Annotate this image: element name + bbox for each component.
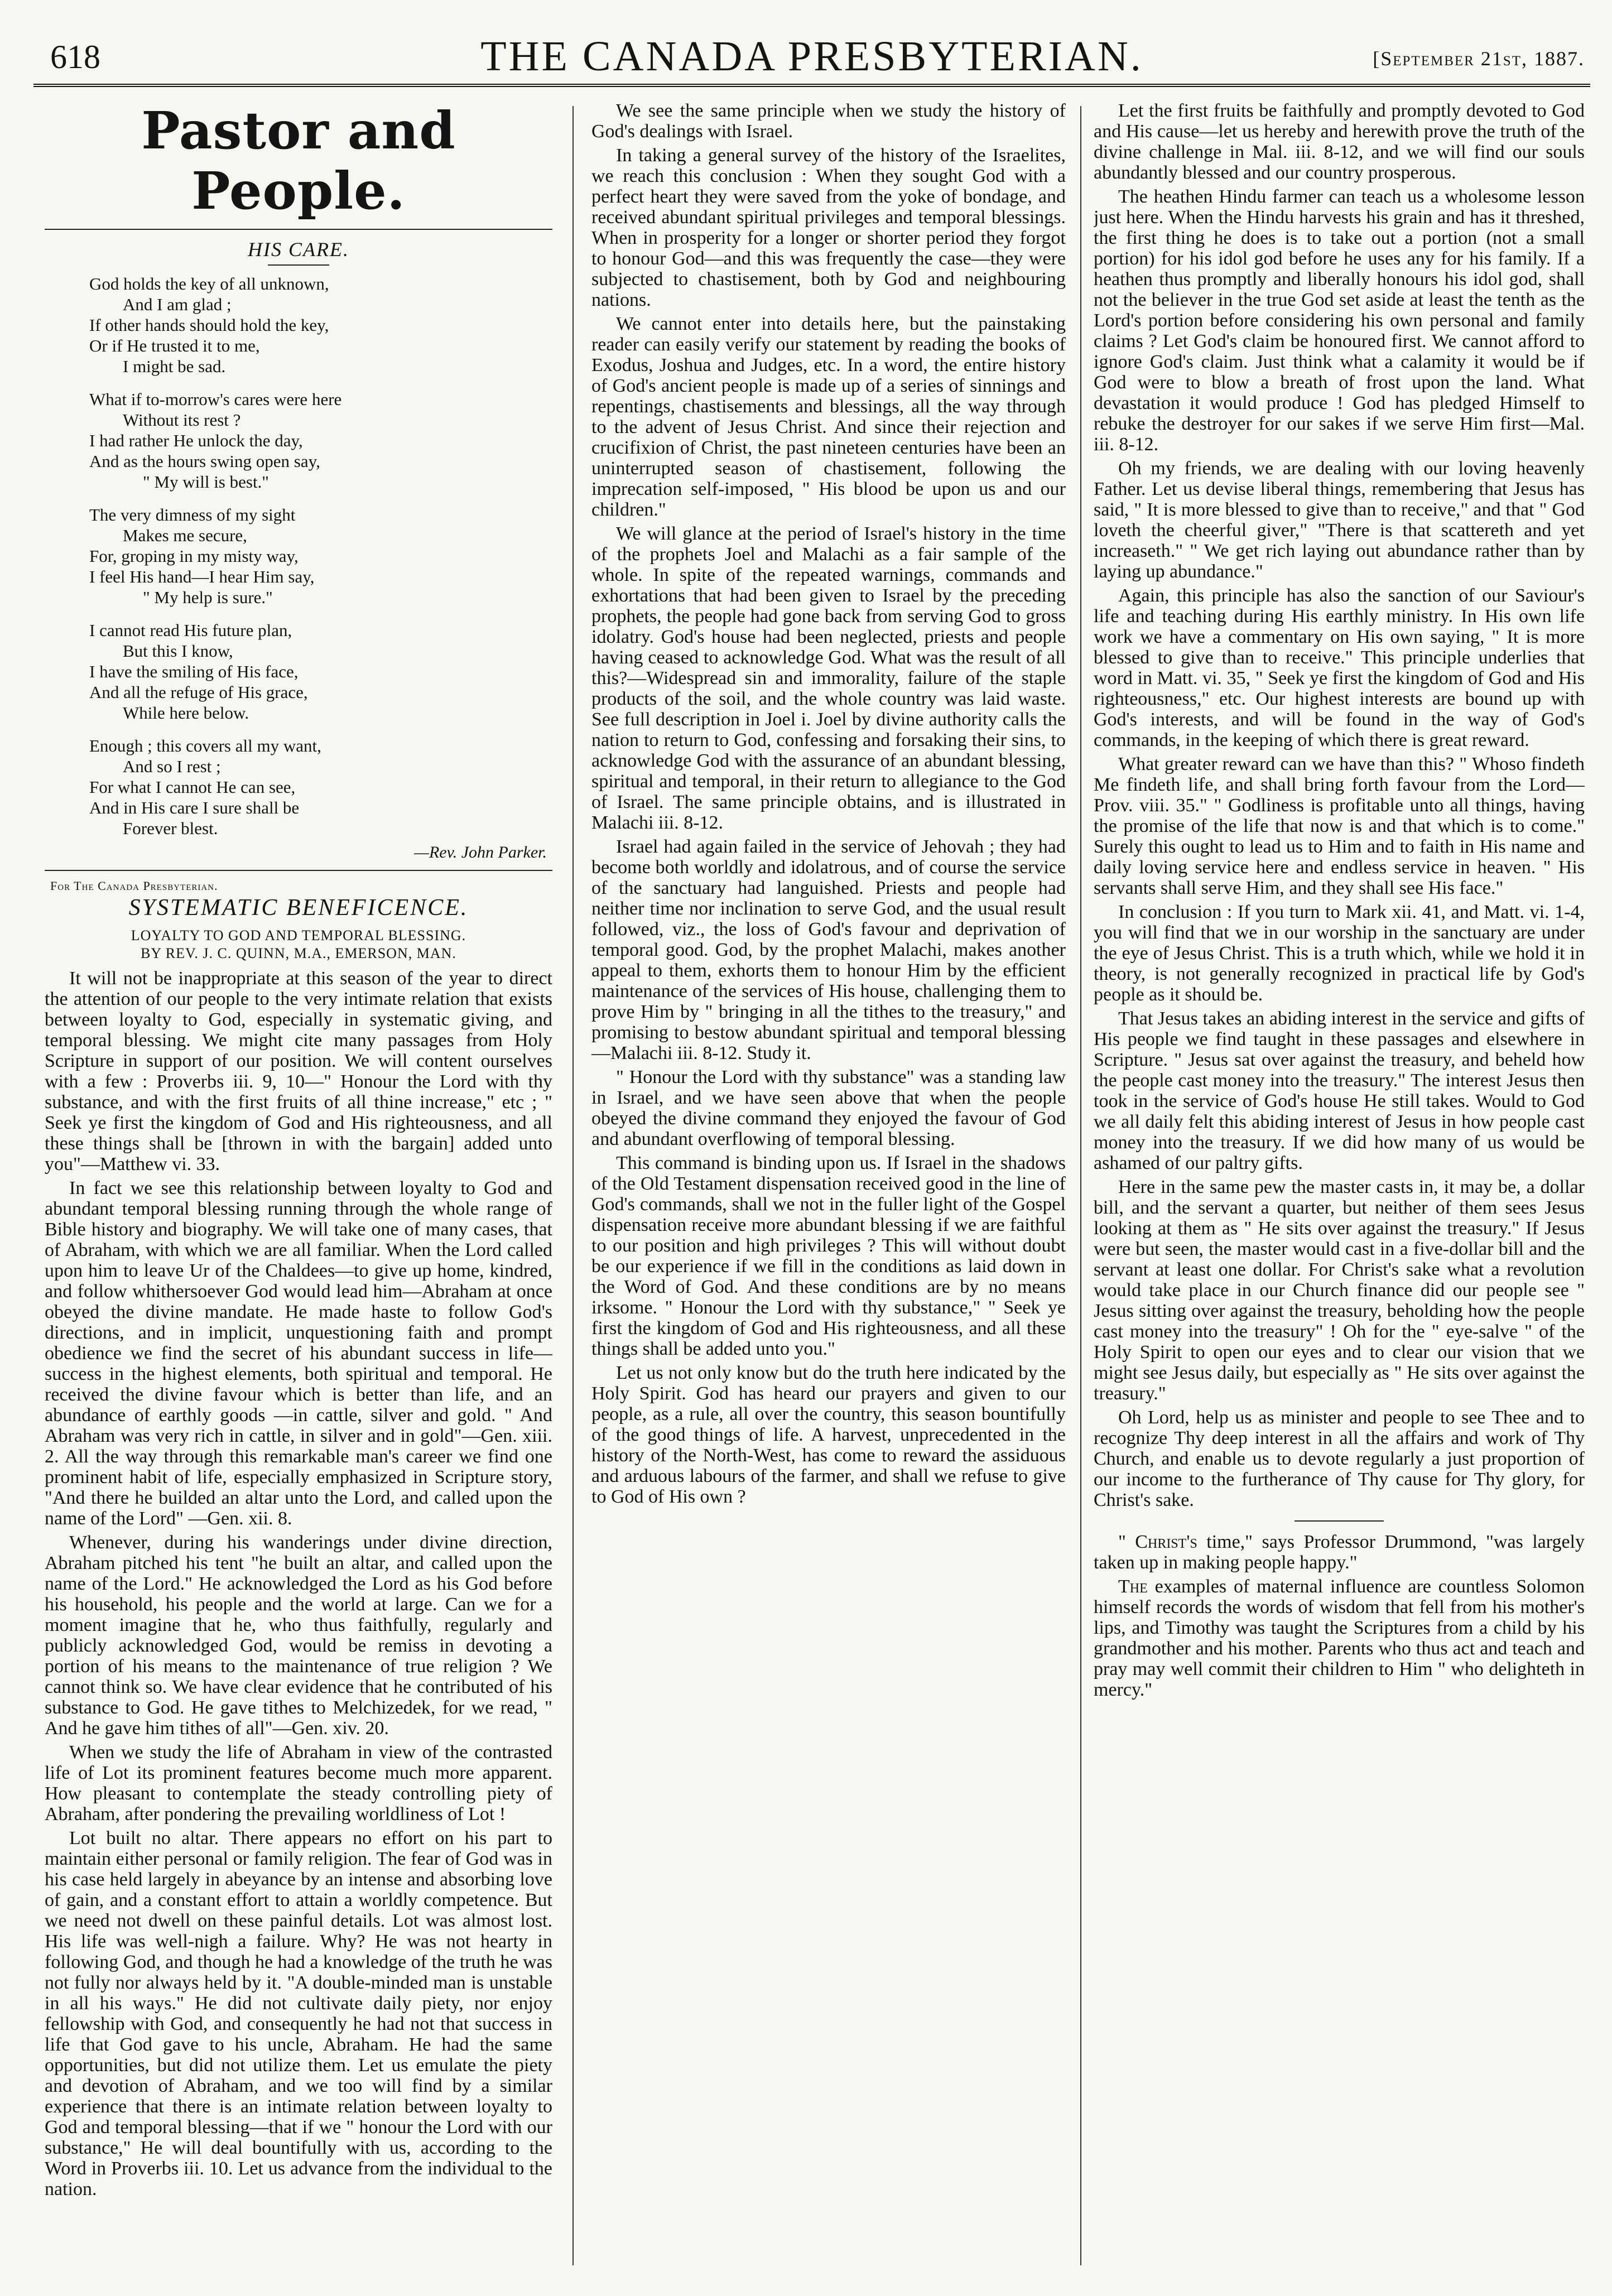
article-source-line: For The Canada Presbyterian.	[50, 879, 218, 893]
article-paragraph: Let the first fruits be faithfully and promptly devoted to God and His cause—let us hereby and herewith prove the truth of the divine challenge in Mal. iii. 8-12, and we will find our souls abundantly blessed and our country prosperous.	[1094, 100, 1585, 183]
article-subtitle: LOYALTY TO GOD AND TEMPORAL BLESSING.	[131, 927, 466, 944]
newspaper-page	[33, 22, 1590, 2276]
article-paragraph: In taking a general survey of the history of the Israelites, we reach this conclusion : When they sought God with a perfect heart they were saved from the yoke of bondage, and received abundant spiritual privileges and temporal blessings. When in prosperity for a longer or shorter period they forgot to honour God—and this was frequently the case—they were subjected to chastisement, both by God and neighbouring nations.	[591, 145, 1066, 310]
article-paragraph: We cannot enter into details here, but the painstaking reader can easily verify our statement by reading the books of Exodus, Joshua and Judges, etc. In a word, the entire history of God's ancient people is made up of a series of sinnings and repentings, chastisements and blessings, all the way through to the advent of Jesus Christ. And since their rejection and crucifixion of Christ, the past nineteen centuries have been an uninterrupted season of chastisement, following the imprecation self-imposed, " His blood be upon us and our children."	[591, 314, 1066, 520]
poem-line: " My will is best."	[143, 472, 269, 492]
poem-line: I cannot read His future plan,	[89, 620, 292, 640]
article-paragraph: This command is binding upon us. If Israel in the shadows of the Old Testament dispensation received good in the line of God's commands, shall we not in the fuller light of the Gospel dispensation receive more abundant blessing if we are faithful to our position and high privileges ? This will without doubt be our experience if we fill in the conditions as laid down in the Word of God. And these conditions are by no means irksome. " Honour the Lord with thy substance," " Seek ye first the kingdom of God and His righteousness, and all these things shall be added unto you."	[591, 1153, 1066, 1359]
poem-line: What if to-morrow's cares were here	[89, 389, 342, 409]
article-paragraph: The heathen Hindu farmer can teach us a wholesome lesson just here. When the Hindu harvests his grain and has it threshed, the first thing he does is to take out a portion (not a small portion) for his idol god before he uses any for his family. If a heathen thus promptly and liberally honours his idol god, shall not the believer in the true God set aside at least the tenth as the Lord's portion before considering his own personal and family claims ? Let God's claim be honoured first. We cannot afford to ignore God's claim. Just think what a calamity it would be if God were to blow a breath of frost upon the land. What devastation it would produce ! God has pledged Himself to rebuke the destroyer for our sakes if we serve Him first—Mal. iii. 8-12.	[1094, 186, 1585, 455]
article-paragraph: We will glance at the period of Israel's history in the time of the prophets Joel and Malachi as a fair sample of the whole. In spite of the repeated warnings, commands and exhortations that had been given to Israel by the preceding prophets, the people had gone back from serving God to gross idolatry. God's house had been neglected, priests and people having ceased to acknowledge God. What was the result of all this?—Widespread sin and immorality, failure of the staple products of the soil, and the whole country was laid waste. See full description in Joel i. Joel by divine authority calls the nation to return to God, confessing and forsaking their sins, to acknowledge God with the assurance of an abundant blessing, spiritual and temporal, in their return to allegiance to the God of Israel. The same principle obtains, and is illustrated in Malachi iii. 8-12.	[591, 523, 1066, 833]
article-paragraph: That Jesus takes an abiding interest in the service and gifts of His people we find taught in these passages and elsewhere in Scripture. " Jesus sat over against the treasury, and beheld how the people cast money into the treasury." The interest Jesus then took in the service of God's house He still takes. Would to God we all daily felt this abiding interest of Jesus in how people cast money into the treasury. If we did how many of us would be ashamed of our paltry gifts.	[1094, 1008, 1585, 1173]
article-paragraph: Oh Lord, help us as minister and people to see Thee and to recognize Thy deep interest in all the affairs and work of Thy Church, and enable us to devote regularly a just proportion of our income to the furtherance of Thy cause for Thy glory, for Christ's sake.	[1094, 1407, 1585, 1510]
note-lead: " Christ's	[1118, 1532, 1197, 1552]
page-number: 618	[50, 38, 100, 75]
divider	[1295, 1520, 1384, 1522]
issue-date: [September 21st, 1887.	[1373, 47, 1585, 70]
department-heading: Pastor and People.	[141, 100, 456, 221]
poem-line: And so I rest ;	[123, 757, 221, 776]
column-rule	[572, 106, 574, 2265]
poem-line: Makes me secure,	[123, 526, 247, 545]
article-paragraph: Again, this principle has also the sanction of our Saviour's life and teaching during His earthly ministry. In His own life work we have a commentary on His own saying, " It is more blessed to give than to receive." This principle underlies that word in Matt. vi. 35, " Seek ye first the kingdom of God and His righteousness," etc. Our highest interests are bound up with God's interests, and will be found in the way of God's commands, in the keeping of which there is great reward.	[1094, 585, 1585, 750]
poem-line: Or if He trusted it to me,	[89, 336, 260, 355]
article-title: SYSTEMATIC BENEFICENCE.	[128, 895, 469, 921]
divider	[45, 870, 552, 871]
poem-stanza	[89, 735, 552, 839]
poem-title: HIS CARE.	[248, 238, 349, 261]
poem-line: And I am glad ;	[123, 295, 232, 314]
poem-line: While here below.	[123, 703, 249, 723]
divider	[268, 264, 329, 266]
poem-line: Without its rest ?	[123, 410, 241, 430]
column-3	[1094, 100, 1585, 2271]
article-paragraph: In fact we see this relationship between loyalty to God and abundant temporal blessing running through the whole range of Bible history and biography. We will take one of many cases, that of Abraham, with which we are all familiar. When the Lord called upon him to leave Ur of the Chaldees—to give up home, kindred, and follow whithersoever God would lead him—Abraham at once obeyed the divine mandate. He made haste to follow God's directions, and in implicit, unquestioning faith and prompt obedience we find the secret of his abundant success in life—success in the highest elements, both spiritual and temporal. He received the divine favour which is better than life, and an abundance of earthly goods —in cattle, silver and gold. " And Abraham was very rich in cattle, in silver and in gold"—Gen. xiii. 2. All the way through this remarkable man's career we find one prominent habit of life, especially emphasized in Scripture story, "And there he builded an altar unto the Lord, and called upon the name of the Lord" —Gen. xii. 8.	[45, 1178, 552, 1529]
column-rule	[1080, 106, 1081, 2265]
column-2	[591, 100, 1066, 2271]
divider	[45, 229, 552, 230]
poem-line: " My help is sure."	[143, 588, 273, 607]
poem-line: And as the hours swing open say,	[89, 451, 320, 471]
note-paragraph	[1094, 1532, 1585, 1573]
poem-line: For, groping in my misty way,	[89, 546, 299, 566]
poem-line: Forever blest.	[123, 819, 218, 838]
masthead	[33, 22, 1590, 87]
article-paragraph: When we study the life of Abraham in view of the contrasted life of Lot its prominent features become much more apparent. How pleasant to contemplate the steady controlling piety of Abraham, after pondering the prevailing worldliness of Lot !	[45, 1742, 552, 1825]
article-paragraph: What greater reward can we have than this? " Whoso findeth Me findeth life, and shall bring forth favour from the Lord—Prov. viii. 35." " Godliness is profitable unto all things, having the promise of the life that now is and that which is to come." Surely this ought to lead us to Him and to faith in His name and daily loving service here and endless service in heaven. " His servants shall serve Him, and they shall see His face."	[1094, 754, 1585, 898]
poem-line: If other hands should hold the key,	[89, 315, 329, 335]
article-paragraph: Oh my friends, we are dealing with our loving heavenly Father. Let us devise liberal things, remembering that Jesus has said, " It is more blessed to give than to receive," and that " God loveth the cheerful giver," "There is that scattereth and yet increaseth." " We get rich laying out abundance rather than by laying up abundance."	[1094, 458, 1585, 582]
poem-line: I have the smiling of His face,	[89, 662, 299, 681]
article-paragraph: It will not be inappropriate at this season of the year to direct the attention of our people to the very intimate relation that exists between loyalty to God, especially in systematic giving, and temporal blessing. We might cite many passages from Holy Scripture in support of our position. We will content ourselves with a few : Proverbs iii. 9, 10—" Honour the Lord with thy substance, and with the first fruits of all thine increase," etc ; " Seek ye first the kingdom of God and His righteousness, and all these things shall be [thrown in with the bargain] added unto you"—Matthew vi. 33.	[45, 968, 552, 1175]
publication-title: THE CANADA PRESBYTERIAN.	[480, 33, 1143, 80]
article-paragraph: In conclusion : If you turn to Mark xii. 41, and Matt. vi. 1-4, you will find that we in our worship in the sanctuary are under the eye of Jesus Christ. This is a truth which, while we hold it in theory, is not generally recognized in practical life by God's people as it should be.	[1094, 902, 1585, 1005]
poem-stanza	[89, 504, 552, 608]
poem-line: I might be sad.	[123, 357, 226, 376]
article-paragraph: We see the same principle when we study the history of God's dealings with Israel.	[591, 100, 1066, 142]
poem-line: And all the refuge of His grace,	[89, 682, 308, 702]
note-lead: The	[1118, 1576, 1148, 1597]
poem-line: And in His care I sure shall be	[89, 798, 300, 817]
note-text: examples of maternal influence are countless Solomon himself records the words of wisdom that fell from his mother's lips, and Timothy was taught the Scriptures from a child by his grandmother and his mother. Parents who thus act and teach and pray may well commit their children to Him " who delighteth in mercy."	[1094, 1576, 1585, 1700]
article-paragraph: Lot built no altar. There appears no effort on his part to maintain either personal or family religion. The fear of God was in his case held largely in abeyance by an intense and absorbing love of gain, and a constant effort to attain a worldly competence. But we need not dwell on these painful details. Lot was almost lost. His life was well-nigh a failure. Why? He was not hearty in following God, and though he had a knowledge of the truth he was not fully nor always held by it. "A double-minded man is unstable in all his ways." He did not cultivate daily piety, nor enjoy fellowship with God, and consequently he had not that success in life that God gave to his uncle, Abraham. He had the same opportunities, but did not utilize them. Let us emulate the piety and devotion of Abraham, and we too will find by a similar experience that there is an intimate relation between loyalty to God and temporal blessing—that if we " honour the Lord with our substance," He will deal bountifully with us, according to the Word in Proverbs iii. 10. Let us advance from the individual to the nation.	[45, 1828, 552, 2199]
poem-line: For what I cannot He can see,	[89, 777, 296, 797]
poem-line: The very dimness of my sight	[89, 505, 296, 524]
poem-line: I feel His hand—I hear Him say,	[89, 567, 315, 586]
poem-attribution: —Rev. John Parker.	[414, 843, 547, 861]
poem-line: Enough ; this covers all my want,	[89, 736, 321, 755]
poem-stanza	[89, 389, 552, 492]
article-paragraph: Here in the same pew the master casts in, it may be, a dollar bill, and the servant a quarter, but neither of them sees Jesus looking at them as " He sits over against the treasury." If Jesus were but seen, the master would cast in a five-dollar bill and the servant at least one dollar. For Christ's sake what a revolution would take place in our Church finance did our people see " Jesus sitting over against the treasury, beholding how the people cast money into the treasury" ! Oh for the " eye-salve " of the Holy Spirit to open our eyes and to clear our vision that we might see Jesus daily, but especially as " He sits over against the treasury."	[1094, 1177, 1585, 1404]
article-paragraph: Israel had again failed in the service of Jehovah ; they had become both worldly and idolatrous, and of course the service of the sanctuary had languished. Priests and people had neither time nor inclination to serve God, and the usual result followed, viz., the loss of God's favour and deprivation of temporal good. God, by the prophet Malachi, makes another appeal to them, exhorts them to honour Him by the efficient maintenance of the services of His house, challenging them to prove Him by " bringing in all the tithes to the treasury," and promising to bestow abundant spiritual and temporal blessing—Malachi iii. 8-12. Study it.	[591, 836, 1066, 1063]
poem-line: God holds the key of all unknown,	[89, 274, 329, 293]
article-paragraph: Whenever, during his wanderings under divine direction, Abraham pitched his tent "he built an altar, and called upon the name of the Lord." He acknowledged the Lord as his God before his household, his people and the world at large. Can we for a moment imagine that he, who thus faithfully, regularly and publicly acknowledged God, would be remiss in devoting a portion of his means to the maintenance of true religion ? We cannot think so. We have clear evidence that he contributed of his substance to God. He gave tithes to Melchizedek, for we read, " And he gave him tithes of all"—Gen. xiv. 20.	[45, 1532, 552, 1739]
poem-stanza	[89, 273, 552, 377]
note-paragraph	[1094, 1576, 1585, 1700]
article-paragraph: " Honour the Lord with thy substance" was a standing law in Israel, and we have seen above that when the people obeyed the divine command they enjoyed the favour of God and abundant overflowing of temporal blessing.	[591, 1067, 1066, 1149]
column-1	[45, 100, 552, 2271]
poem-line: I had rather He unlock the day,	[89, 431, 303, 450]
poem-stanza	[89, 620, 552, 723]
note-text: time," says Professor Drummond, "was largely taken up in making people happy."	[1094, 1532, 1585, 1573]
article-paragraph: Let us not only know but do the truth here indicated by the Holy Spirit. God has heard our prayers and given to our people, as a rule, all over the country, this season bountifully of the good things of life. A harvest, unprecedented in the history of the North-West, has come to reward the assiduous and arduous labours of the farmer, and shall we refuse to give to God of His own ?	[591, 1363, 1066, 1507]
poem-line: But this I know,	[123, 641, 233, 661]
article-byline: BY REV. J. C. QUINN, M.A., EMERSON, MAN.	[141, 945, 456, 961]
